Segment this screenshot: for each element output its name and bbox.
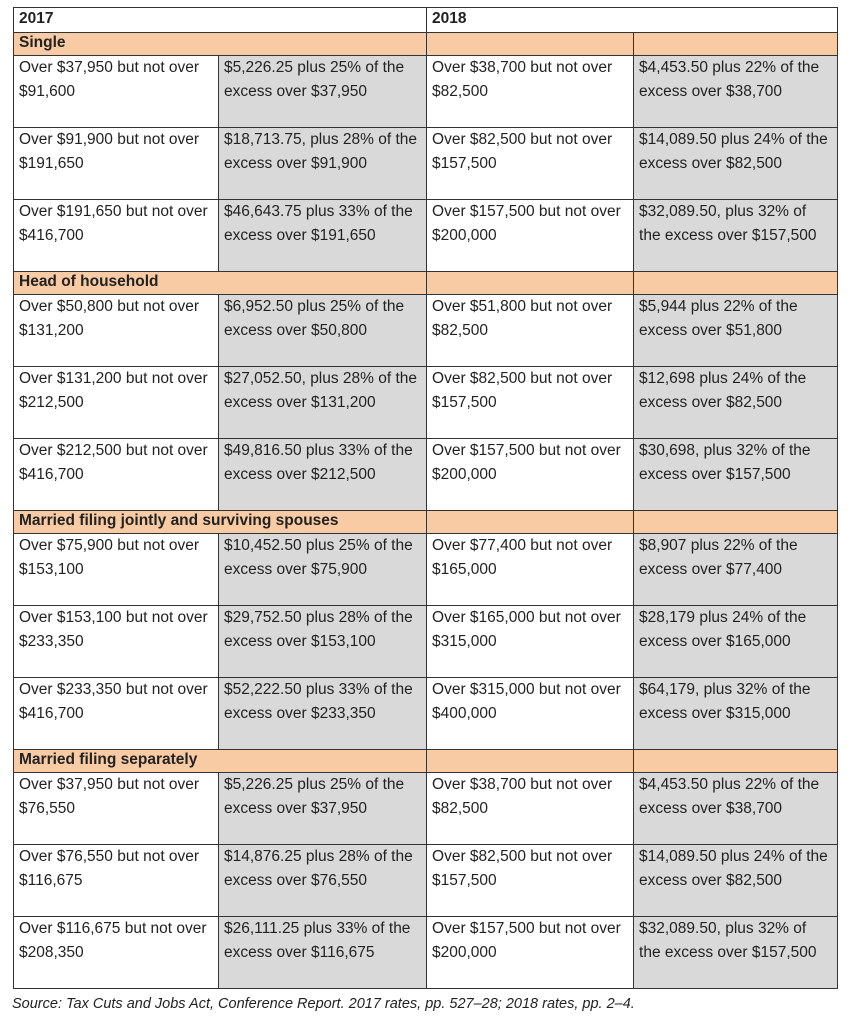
- bracket-2018-cell: Over $165,000 but not over $315,000: [427, 606, 634, 678]
- bracket-2018-cell: Over $51,800 but not over $82,500: [427, 295, 634, 367]
- tax-2018-cell: $30,698, plus 32% of the excess over $157,500: [634, 439, 838, 511]
- category-label: Single: [14, 33, 427, 56]
- table-row: [14, 678, 838, 750]
- category-blank-cell: [634, 750, 838, 773]
- bracket-2018-cell: Over $157,500 but not over $200,000: [427, 439, 634, 511]
- category-label: Married filing separately: [14, 750, 427, 773]
- tax-rate-table-body: [14, 8, 838, 989]
- bracket-2018-cell: Over $157,500 but not over $200,000: [427, 200, 634, 272]
- tax-2018-cell: $14,089.50 plus 24% of the excess over $82,500: [634, 128, 838, 200]
- tax-2017-cell: $27,052.50, plus 28% of the excess over $131,200: [219, 367, 427, 439]
- tax-2017-cell: $6,952.50 plus 25% of the excess over $50,800: [219, 295, 427, 367]
- tax-2018-cell: $14,089.50 plus 24% of the excess over $82,500: [634, 845, 838, 917]
- category-blank-cell: [427, 272, 634, 295]
- category-blank-cell: [427, 511, 634, 534]
- table-row: [14, 845, 838, 917]
- bracket-2017-cell: Over $116,675 but not over $208,350: [14, 917, 219, 989]
- bracket-2017-cell: Over $76,550 but not over $116,675: [14, 845, 219, 917]
- tax-2017-cell: $49,816.50 plus 33% of the excess over $212,500: [219, 439, 427, 511]
- tax-2018-cell: $5,944 plus 22% of the excess over $51,800: [634, 295, 838, 367]
- tax-2017-cell: $10,452.50 plus 25% of the excess over $75,900: [219, 534, 427, 606]
- bracket-2017-cell: Over $37,950 but not over $76,550: [14, 773, 219, 845]
- category-blank-cell: [634, 511, 838, 534]
- bracket-2017-cell: Over $91,900 but not over $191,650: [14, 128, 219, 200]
- tax-2018-cell: $4,453.50 plus 22% of the excess over $38,700: [634, 773, 838, 845]
- bracket-2017-cell: Over $212,500 but not over $416,700: [14, 439, 219, 511]
- category-row: [14, 511, 838, 534]
- bracket-2017-cell: Over $191,650 but not over $416,700: [14, 200, 219, 272]
- bracket-2018-cell: Over $82,500 but not over $157,500: [427, 128, 634, 200]
- category-row: [14, 750, 838, 773]
- tax-2018-cell: $28,179 plus 24% of the excess over $165,000: [634, 606, 838, 678]
- header-row: [14, 8, 838, 33]
- category-row: [14, 33, 838, 56]
- tax-2017-cell: $14,876.25 plus 28% of the excess over $76,550: [219, 845, 427, 917]
- bracket-2018-cell: Over $82,500 but not over $157,500: [427, 367, 634, 439]
- category-blank-cell: [634, 33, 838, 56]
- table-row: [14, 917, 838, 989]
- bracket-2017-cell: Over $233,350 but not over $416,700: [14, 678, 219, 750]
- tax-2017-cell: $5,226.25 plus 25% of the excess over $37,950: [219, 56, 427, 128]
- bracket-2017-cell: Over $153,100 but not over $233,350: [14, 606, 219, 678]
- tax-2018-cell: $8,907 plus 22% of the excess over $77,400: [634, 534, 838, 606]
- category-blank-cell: [427, 33, 634, 56]
- table-row: [14, 367, 838, 439]
- category-label: Head of household: [14, 272, 427, 295]
- tax-2017-cell: $26,111.25 plus 33% of the excess over $116,675: [219, 917, 427, 989]
- category-blank-cell: [634, 272, 838, 295]
- table-row: [14, 439, 838, 511]
- table-row: [14, 295, 838, 367]
- tax-2018-cell: $32,089.50, plus 32% of the excess over $157,500: [634, 200, 838, 272]
- bracket-2018-cell: Over $38,700 but not over $82,500: [427, 773, 634, 845]
- category-blank-cell: [427, 750, 634, 773]
- tax-2017-cell: $46,643.75 plus 33% of the excess over $191,650: [219, 200, 427, 272]
- bracket-2018-cell: Over $82,500 but not over $157,500: [427, 845, 634, 917]
- bracket-2017-cell: Over $50,800 but not over $131,200: [14, 295, 219, 367]
- table-row: [14, 534, 838, 606]
- tax-2017-cell: $29,752.50 plus 28% of the excess over $153,100: [219, 606, 427, 678]
- tax-2017-cell: $18,713.75, plus 28% of the excess over $91,900: [219, 128, 427, 200]
- bracket-2018-cell: Over $157,500 but not over $200,000: [427, 917, 634, 989]
- header-2018: 2018: [427, 8, 838, 33]
- tax-rate-table: [13, 7, 838, 989]
- category-label: Married filing jointly and surviving spouses: [14, 511, 427, 534]
- bracket-2017-cell: Over $75,900 but not over $153,100: [14, 534, 219, 606]
- bracket-2017-cell: Over $37,950 but not over $91,600: [14, 56, 219, 128]
- bracket-2017-cell: Over $131,200 but not over $212,500: [14, 367, 219, 439]
- tax-2018-cell: $12,698 plus 24% of the excess over $82,500: [634, 367, 838, 439]
- tax-2018-cell: $32,089.50, plus 32% of the excess over $157,500: [634, 917, 838, 989]
- table-row: [14, 773, 838, 845]
- table-row: [14, 606, 838, 678]
- tax-2017-cell: $5,226.25 plus 25% of the excess over $37,950: [219, 773, 427, 845]
- bracket-2018-cell: Over $38,700 but not over $82,500: [427, 56, 634, 128]
- tax-2018-cell: $64,179, plus 32% of the excess over $315,000: [634, 678, 838, 750]
- source-note: Source: Tax Cuts and Jobs Act, Conference Report. 2017 rates, pp. 527–28; 2018 rates, pp. 2–4.: [12, 996, 635, 1012]
- category-row: [14, 272, 838, 295]
- tax-2017-cell: $52,222.50 plus 33% of the excess over $233,350: [219, 678, 427, 750]
- bracket-2018-cell: Over $315,000 but not over $400,000: [427, 678, 634, 750]
- table-row: [14, 128, 838, 200]
- tax-2018-cell: $4,453.50 plus 22% of the excess over $38,700: [634, 56, 838, 128]
- table-row: [14, 56, 838, 128]
- table-row: [14, 200, 838, 272]
- header-2017: 2017: [14, 8, 427, 33]
- bracket-2018-cell: Over $77,400 but not over $165,000: [427, 534, 634, 606]
